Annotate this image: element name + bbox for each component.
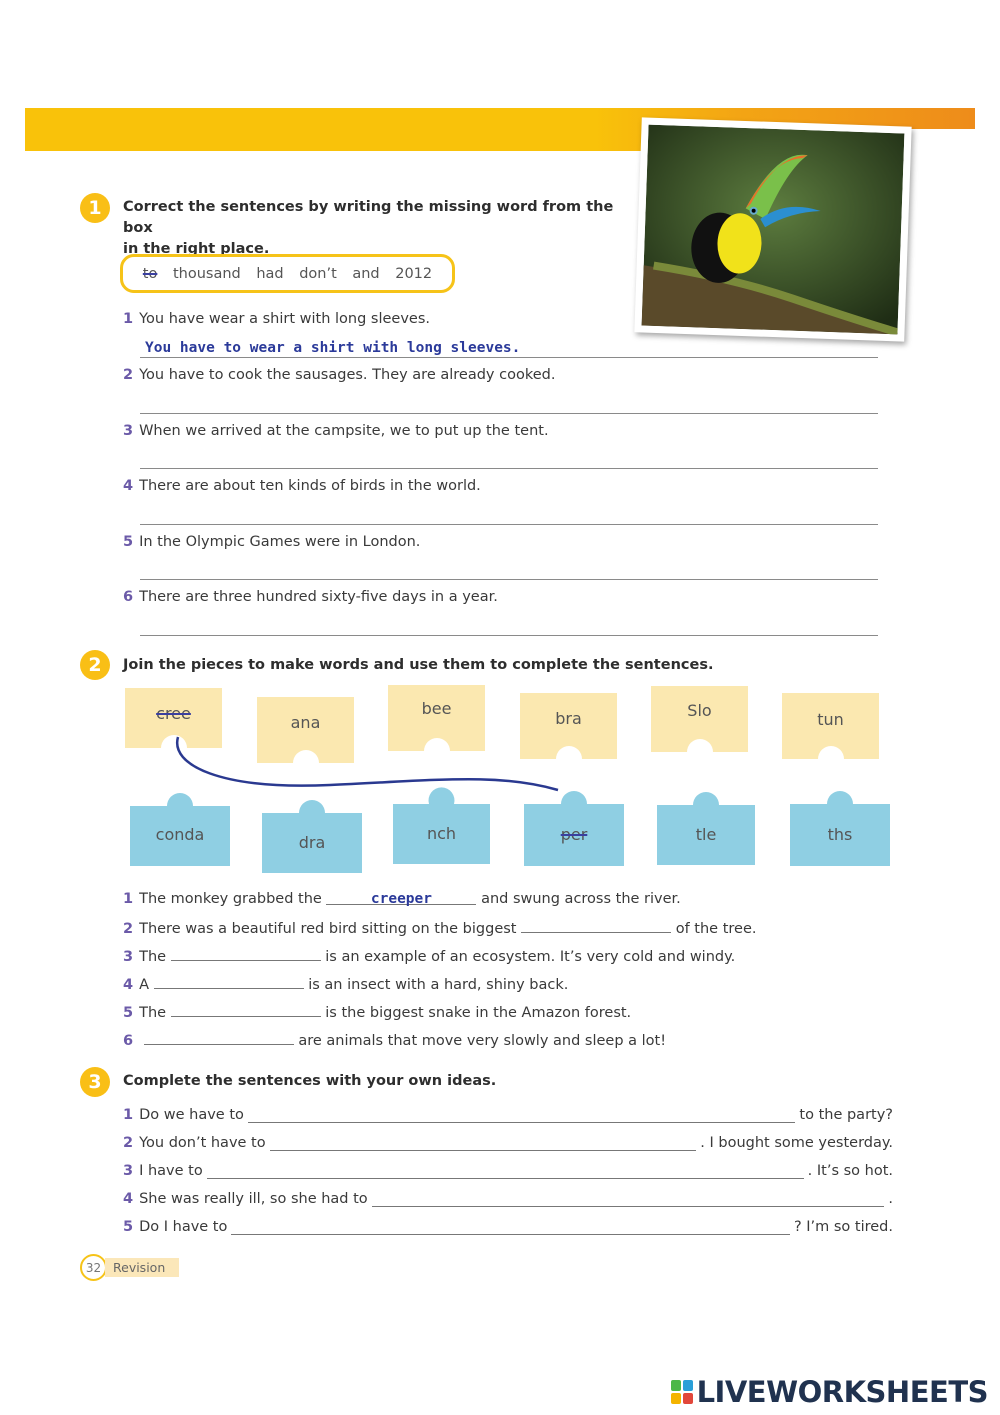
exercise-1-instruction: Correct the sentences by writing the missing word from the box in the right place. <box>123 199 614 257</box>
word-box-item: to <box>142 265 158 282</box>
section-label: Revision <box>105 1258 179 1277</box>
puzzle-piece-top[interactable]: bra <box>520 693 617 761</box>
answer-line-5[interactable] <box>140 579 878 580</box>
exercise-2-sentence: 6 are animals that move very slowly and sleep a lot! <box>123 1033 667 1049</box>
puzzle-piece-top[interactable]: ana <box>257 697 354 765</box>
exercise-3-sentence: 3 I have to . It’s so hot. <box>123 1163 893 1179</box>
puzzle-piece-bottom[interactable]: per <box>524 788 624 866</box>
connecting-line <box>170 735 570 795</box>
liveworksheets-logo: LIVEWORKSHEETS <box>671 1375 988 1409</box>
liveworksheets-icon <box>671 1380 693 1404</box>
exercise-3-sentence: 4 She was really ill, so she had to . <box>123 1191 893 1207</box>
puzzle-piece-bottom[interactable]: dra <box>262 797 362 873</box>
answer-line-2[interactable] <box>140 413 878 414</box>
puzzle-piece-bottom[interactable]: tle <box>657 789 755 865</box>
puzzle-piece-bottom[interactable]: nch <box>393 788 490 864</box>
exercise-3-sentence: 1 Do we have to to the party? <box>123 1107 893 1123</box>
answer-line-6[interactable] <box>140 635 878 636</box>
exercise-3-blank-4[interactable] <box>372 1193 885 1207</box>
exercise-3-blank-2[interactable] <box>270 1137 697 1151</box>
exercise-2-blank-4[interactable] <box>154 975 304 989</box>
word-box <box>120 254 455 293</box>
exercise-3-blank-3[interactable] <box>207 1165 804 1179</box>
exercise-2-instruction: Join the pieces to make words and use them to complete the sentences. <box>123 657 714 673</box>
exercise-1-answer-1[interactable]: You have to wear a shirt with long sleeves. <box>145 340 521 356</box>
exercise-3-badge: 3 <box>80 1067 110 1097</box>
exercise-2-blank-5[interactable] <box>171 1003 321 1017</box>
word-box-item: don’t <box>299 265 337 282</box>
exercise-2-sentence: 3 The is an example of an ecosystem. It’s very cold and windy. <box>123 949 736 965</box>
exercise-2-badge: 2 <box>80 650 110 680</box>
answer-line-3[interactable] <box>140 468 878 469</box>
exercise-3-blank-1[interactable] <box>248 1109 796 1123</box>
puzzle-piece-bottom[interactable]: conda <box>130 790 230 866</box>
exercise-3-instruction: Complete the sentences with your own ideas. <box>123 1073 497 1089</box>
exercise-3-sentence: 2 You don’t have to . I bought some yesterday. <box>123 1135 893 1151</box>
exercise-1-sentence: 4 There are about ten kinds of birds in the world. <box>123 478 481 494</box>
exercise-3-sentence: 5 Do I have to ? I’m so tired. <box>123 1219 893 1235</box>
exercise-2-sentence: 1 The monkey grabbed the creeper and swung across the river. <box>123 891 681 907</box>
exercise-1-sentence: 5 In the Olympic Games were in London. <box>123 534 421 550</box>
page-footer <box>80 1254 179 1281</box>
toucan-photo <box>634 117 911 341</box>
exercise-1-sentence: 6 There are three hundred sixty-five days in a year. <box>123 589 498 605</box>
exercise-3-blank-5[interactable] <box>231 1221 790 1235</box>
puzzle-piece-bottom[interactable]: ths <box>790 788 890 866</box>
puzzle-piece-top[interactable]: bee <box>388 685 485 753</box>
page-number: 32 <box>80 1254 107 1281</box>
exercise-2-blank-2[interactable] <box>521 919 671 933</box>
exercise-2-sentence: 2 There was a beautiful red bird sitting on the biggest of the tree. <box>123 921 757 937</box>
exercise-2-blank-6[interactable] <box>144 1031 294 1045</box>
puzzle-piece-top[interactable]: tun <box>782 693 879 761</box>
word-box-item: 2012 <box>395 265 433 282</box>
exercise-1-sentence: 2 You have to cook the sausages. They are already cooked. <box>123 367 556 383</box>
word-box-item: and <box>352 265 380 282</box>
exercise-1-sentence: 3 When we arrived at the campsite, we to put up the tent. <box>123 423 549 439</box>
puzzle-piece-top[interactable]: cree <box>125 688 222 756</box>
exercise-2-blank-1[interactable]: creeper <box>326 891 476 905</box>
answer-line <box>140 357 878 358</box>
puzzle-piece-top[interactable]: Slo <box>651 686 748 754</box>
exercise-2-sentence: 4 A is an insect with a hard, shiny back. <box>123 977 569 993</box>
exercise-1-badge: 1 <box>80 193 110 223</box>
answer-line-4[interactable] <box>140 524 878 525</box>
exercise-2-blank-3[interactable] <box>171 947 321 961</box>
exercise-2-sentence: 5 The is the biggest snake in the Amazon forest. <box>123 1005 632 1021</box>
exercise-1-sentence: 1 You have wear a shirt with long sleeves. <box>123 311 431 327</box>
word-box-item: thousand <box>172 265 241 282</box>
word-box-item: had <box>256 265 284 282</box>
